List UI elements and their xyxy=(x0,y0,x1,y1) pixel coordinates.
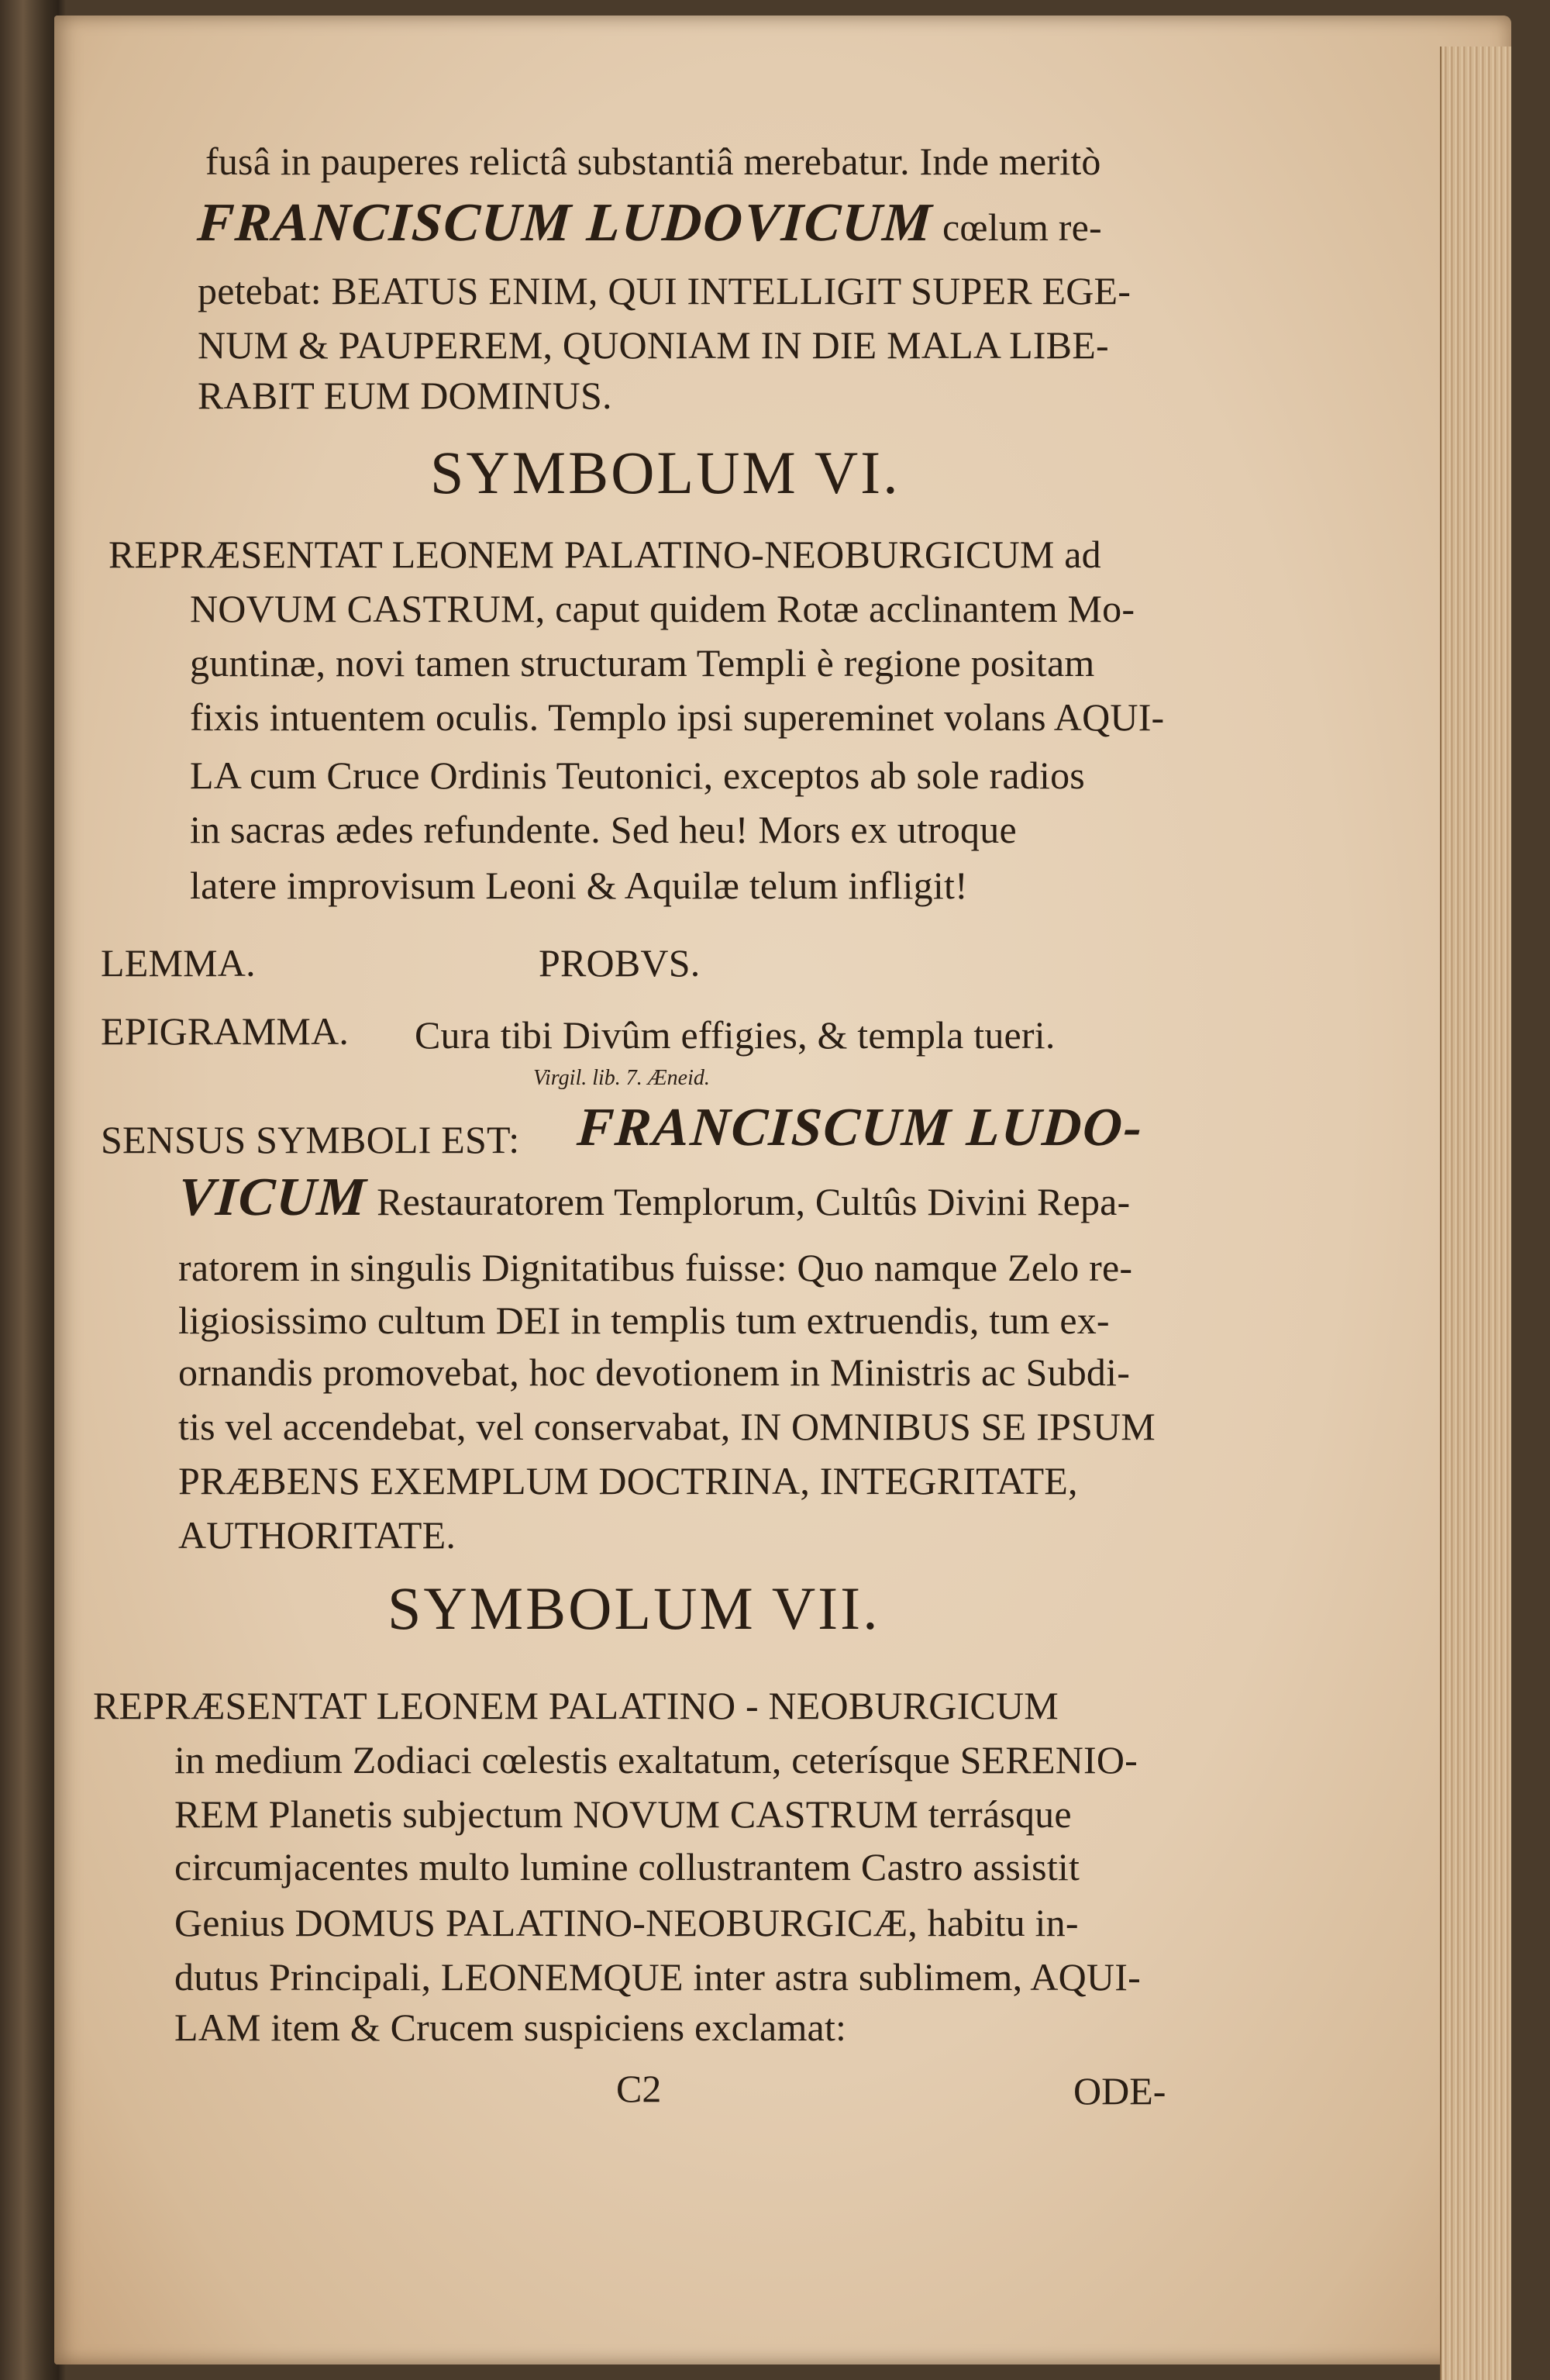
sensus-line-5: ornandis promovebat, hoc devotionem in Ministris ac Subdi- xyxy=(178,1350,1131,1394)
text-line-4: NUM & PAUPEREM, QUONIAM IN DIE MALA LIBE- xyxy=(198,323,1109,367)
sym6-line-2: NOVUM CASTRUM, caput quidem Rotæ acclinantem Mo- xyxy=(190,587,1135,630)
lemma-label: LEMMA. xyxy=(101,941,256,985)
sensus-name-2: VICUM xyxy=(176,1168,370,1227)
sym7-line-1: REPRÆSENTAT LEONEM PALATINO - NEOBURGICUM xyxy=(93,1684,1059,1727)
text-line-3: petebat: BEATUS ENIM, QUI INTELLIGIT SUPER EGE- xyxy=(198,269,1132,312)
sensus-line-8: AUTHORITATE. xyxy=(178,1513,456,1557)
sym7-line-3: REM Planetis subjectum NOVUM CASTRUM terrásque xyxy=(174,1792,1072,1836)
sensus-rest-0: Restauratorem Templorum, Cultûs Divini Repa- xyxy=(367,1180,1131,1223)
sym6-line-3: guntinæ, novi tamen structuram Templi è regione positam xyxy=(190,641,1095,685)
sym7-line-6: dutus Principali, LEONEMQUE inter astra sublimem, AQUI- xyxy=(174,1955,1141,1999)
text-line-1: fusâ in pauperes relictâ substantiâ merebatur. Inde meritò xyxy=(205,140,1101,183)
text-line-2-rest: cœlum re- xyxy=(932,205,1102,249)
sym6-line-4: fixis intuentem oculis. Templo ipsi supereminet volans AQUI- xyxy=(190,695,1165,739)
sensus-line-7: PRÆBENS EXEMPLUM DOCTRINA, INTEGRITATE, xyxy=(178,1459,1078,1502)
name-franciscum-ludovicum: FRANCISCUM LUDOVICUM xyxy=(195,193,935,253)
text-line-2 xyxy=(195,193,1102,253)
sym6-line-5: LA cum Cruce Ordinis Teutonici, exceptos ab sole radios xyxy=(190,754,1085,797)
catchword: ODE- xyxy=(1073,2069,1166,2113)
sym7-line-7: LAM item & Crucem suspiciens exclamat: xyxy=(174,2006,847,2049)
signature-mark: C2 xyxy=(616,2067,662,2110)
sym7-line-5: Genius DOMUS PALATINO-NEOBURGICÆ, habitu in- xyxy=(174,1901,1079,1944)
sensus-label: SENSUS SYMBOLI EST: xyxy=(101,1118,520,1161)
epigramma-reference: Virgil. lib. 7. Æneid. xyxy=(533,1066,710,1090)
text-line-5: RABIT EUM DOMINUS. xyxy=(198,374,612,417)
lemma-text: PROBVS. xyxy=(539,941,701,985)
sym6-line-1: REPRÆSENTAT LEONEM PALATINO-NEOBURGICUM ad xyxy=(108,533,1101,576)
sym7-line-2: in medium Zodiaci cœlestis exaltatum, ceterísque SERENIO- xyxy=(174,1738,1138,1782)
sym6-line-6: in sacras ædes refundente. Sed heu! Mors ex utroque xyxy=(190,808,1017,851)
heading-symbolum-vii: SYMBOLUM VII. xyxy=(388,1575,880,1642)
page-edges xyxy=(1440,47,1511,2380)
sensus-line-6: tis vel accendebat, vel conservabat, IN OMNIBUS SE IPSUM xyxy=(178,1405,1156,1448)
sym7-line-4: circumjacentes multo lumine collustrantem Castro assistit xyxy=(174,1845,1080,1888)
epigramma-label: EPIGRAMMA. xyxy=(101,1009,350,1053)
sensus-line-2 xyxy=(176,1168,1131,1227)
sensus-line-3: ratorem in singulis Dignitatibus fuisse: Quo namque Zelo re- xyxy=(178,1246,1133,1289)
sensus-name-1: FRANCISCUM LUDO- xyxy=(575,1098,1145,1157)
sym6-line-7: latere improvisum Leoni & Aquilæ telum infligit! xyxy=(190,864,968,907)
sensus-line-4: ligiosissimo cultum DEI in templis tum extruendis, tum ex- xyxy=(178,1299,1110,1342)
heading-symbolum-vi: SYMBOLUM VI. xyxy=(430,439,901,506)
sensus-big-1 xyxy=(575,1098,1145,1157)
epigramma-text: Cura tibi Divûm effigies, & templa tueri. xyxy=(415,1013,1056,1057)
